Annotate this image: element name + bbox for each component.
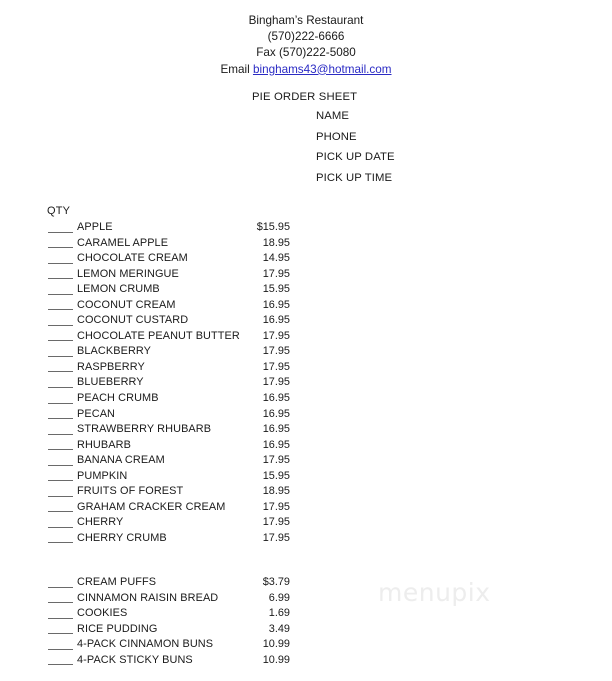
item-name: APPLE [77,221,113,233]
item-price: 16.95 [262,407,290,420]
pickup-time-field-rule [316,188,556,189]
order-row [47,282,292,298]
phone-field-label: PHONE [316,130,357,143]
restaurant-email-line [0,62,612,78]
item-price: 17.95 [262,360,290,373]
order-row [47,360,292,376]
qty-blank-input[interactable] [48,356,73,357]
order-row [47,653,292,669]
qty-blank-input[interactable] [48,278,73,279]
qty-blank-input[interactable] [48,496,73,497]
item-price: 3.49 [268,622,290,635]
item-price: 14.95 [262,252,290,265]
qty-blank-input[interactable] [48,511,73,512]
order-row [47,375,292,391]
item-name: COOKIES [77,607,128,620]
item-name: CHERRY [77,516,124,529]
item-price: 17.95 [262,500,290,513]
item-name: BLACKBERRY [77,345,152,358]
item-price: 6.99 [268,591,290,604]
qty-blank-input[interactable] [48,232,73,233]
order-row [47,606,292,622]
item-name: COCONUT CREAM [77,298,176,311]
item-name: PEACH CRUMB [77,392,159,405]
order-row [47,329,292,345]
order-row [47,391,292,407]
qty-blank-input[interactable] [48,587,73,588]
order-row [47,422,292,438]
email-link[interactable]: binghams43@hotmail.com [252,62,392,76]
qty-blank-input[interactable] [48,449,73,450]
order-row [47,313,292,329]
document-header [0,13,612,78]
qty-blank-input[interactable] [48,527,73,528]
item-price: 10.99 [262,638,290,651]
qty-blank-input[interactable] [48,618,73,619]
field-row-name[interactable] [316,110,556,131]
item-price: 17.95 [262,376,290,389]
order-row [47,344,292,360]
field-row-pickup-time[interactable] [316,172,556,193]
item-name: 4-PACK CINNAMON BUNS [77,638,214,651]
pickup-time-field-label: PICK UP TIME [316,171,393,184]
item-price: 17.95 [262,267,290,280]
item-price: $15.95 [256,221,290,233]
order-row [47,438,292,454]
qty-blank-input[interactable] [48,371,73,372]
item-name: 4-PACK STICKY BUNS [77,653,193,666]
restaurant-fax: Fax (570)222-5080 [256,46,356,60]
qty-blank-input[interactable] [48,649,73,650]
item-name: CHOCOLATE PEANUT BUTTER [77,329,240,342]
qty-blank-input[interactable] [48,340,73,341]
order-row [47,591,292,607]
restaurant-phone: (570)222-6666 [267,30,345,44]
item-name: FRUITS OF FOREST [77,485,184,498]
order-row [47,637,292,653]
qty-blank-input[interactable] [48,325,73,326]
bakery-order-list [47,575,292,668]
order-row [47,407,292,423]
field-row-pickup-date[interactable] [316,151,556,172]
item-name: STRAWBERRY RHUBARB [77,423,212,436]
item-price: 15.95 [262,283,290,296]
order-row [47,500,292,516]
qty-blank-input[interactable] [48,403,73,404]
qty-blank-input[interactable] [48,294,73,295]
field-row-phone[interactable] [316,131,556,152]
phone-field-rule [316,147,556,148]
item-name: CREAM PUFFS [77,576,157,588]
order-row [47,220,292,236]
qty-blank-input[interactable] [48,387,73,388]
item-name: CINNAMON RAISIN BREAD [77,591,219,604]
order-row [47,267,292,283]
order-row [47,515,292,531]
item-price: 17.95 [262,329,290,342]
customer-info-form [316,110,556,192]
name-field-label: NAME [316,110,350,122]
item-price: 16.95 [262,298,290,311]
qty-blank-input[interactable] [48,309,73,310]
email-label: Email [220,62,253,76]
item-price: 16.95 [262,392,290,405]
item-price: 18.95 [262,236,290,249]
item-price: $3.79 [262,576,290,588]
item-name: RASPBERRY [77,360,145,373]
item-name: RICE PUDDING [77,622,158,635]
menupix-watermark: menupix [378,578,491,607]
item-price: 17.95 [262,516,290,529]
item-name: CARAMEL APPLE [77,236,169,249]
item-name: PUMPKIN [77,469,128,482]
order-row [47,251,292,267]
name-field-rule [316,127,556,128]
order-row [47,453,292,469]
item-name: COCONUT CUSTARD [77,314,189,327]
qty-blank-input[interactable] [48,418,73,419]
item-name: CHERRY CRUMB [77,531,167,544]
item-price: 17.95 [262,345,290,358]
qty-blank-input[interactable] [48,465,73,466]
pie-order-list [47,220,292,546]
item-name: BLUEBERRY [77,376,144,389]
item-name: PECAN [77,407,116,420]
qty-blank-input[interactable] [48,434,73,435]
order-row [47,469,292,485]
qty-blank-input[interactable] [48,263,73,264]
item-name: LEMON CRUMB [77,283,160,296]
item-name: RHUBARB [77,438,131,451]
qty-column-heading: QTY [47,205,71,217]
pickup-date-field-label: PICK UP DATE [316,151,395,163]
page-title: PIE ORDER SHEET [252,91,358,103]
order-row [47,622,292,638]
restaurant-name: Bingham’s Restaurant [248,14,364,27]
item-price: 17.95 [262,454,290,467]
order-row [47,575,292,591]
order-row [47,236,292,252]
item-price: 18.95 [262,485,290,498]
item-price: 10.99 [262,653,290,666]
order-row [47,484,292,500]
qty-blank-input[interactable] [48,542,73,543]
order-row [47,531,292,547]
qty-blank-input[interactable] [48,664,73,665]
qty-blank-input[interactable] [48,602,73,603]
item-name: GRAHAM CRACKER CREAM [77,500,226,513]
item-price: 16.95 [262,438,290,451]
qty-blank-input[interactable] [48,247,73,248]
item-name: BANANA CREAM [77,454,165,467]
item-price: 15.95 [262,469,290,482]
item-price: 16.95 [262,423,290,436]
qty-blank-input[interactable] [48,480,73,481]
item-name: CHOCOLATE CREAM [77,252,188,265]
qty-blank-input[interactable] [48,633,73,634]
item-name: LEMON MERINGUE [77,267,179,280]
item-price: 1.69 [268,607,290,620]
pickup-date-field-rule [316,168,556,169]
item-price: 16.95 [262,314,290,327]
order-row [47,298,292,314]
item-price: 17.95 [262,531,290,544]
